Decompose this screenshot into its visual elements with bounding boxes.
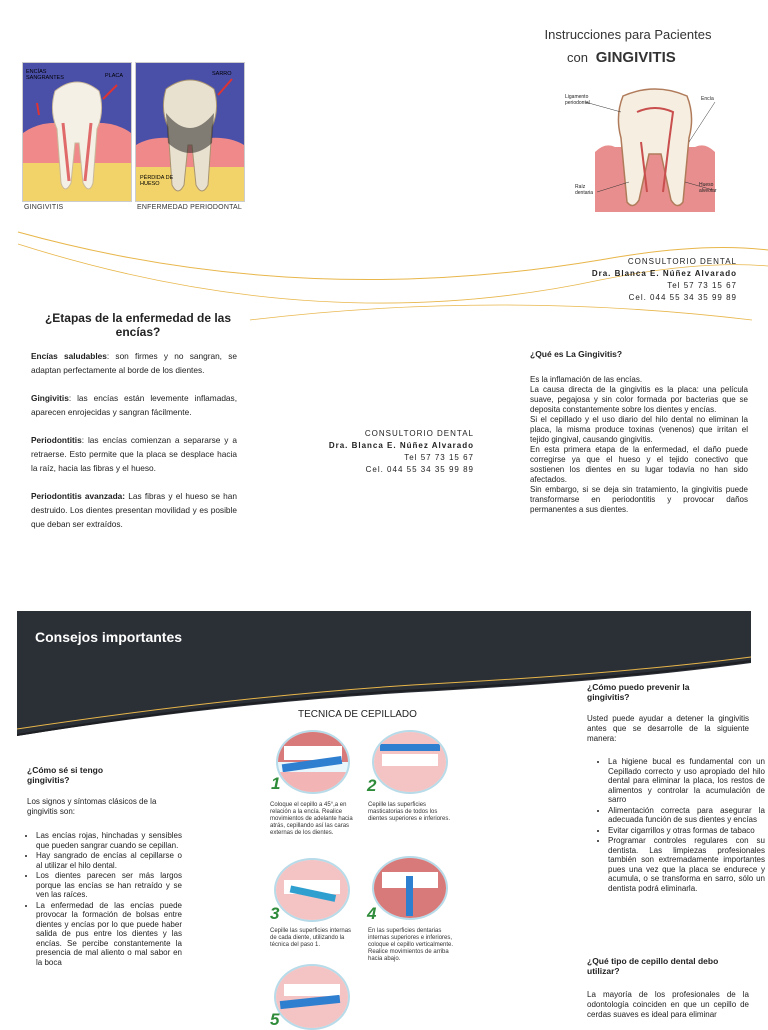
- label-encia: Encía: [701, 96, 714, 102]
- brushing-heading: TECNICA DE CEPILLADO: [298, 709, 417, 720]
- step1-number: 1: [271, 774, 281, 793]
- list-item: • Alimentación correcta para asegurar la adecuada función de sus dientes y encías: [608, 806, 765, 825]
- prevent-intro: Usted puede ayudar a detener la gingivitis antes que se desarrolle de la siguiente manera:: [587, 714, 749, 743]
- symptoms-list: [20, 831, 182, 968]
- label-raiz: Raíz dentaria: [575, 184, 594, 196]
- clinic-info-top: [520, 256, 737, 304]
- step3-image: [274, 858, 350, 922]
- what-is-heading: ¿Qué es La Gingivitis?: [530, 349, 623, 359]
- clinic-cel: Cel. 044 55 34 35 99 89: [628, 293, 737, 302]
- clinic-doctor: Dra. Blanca E. Núñez Alvarado: [591, 269, 737, 278]
- clinic-name: CONSULTORIO DENTAL: [627, 257, 737, 266]
- label-placa: PLACA: [105, 73, 124, 79]
- gingivitis-illustration: [22, 62, 132, 202]
- list-item: • Hay sangrado de encías al cepillarse o al utilizar el hilo dental.: [36, 851, 182, 870]
- step2-number: 2: [367, 776, 377, 795]
- periodontal-caption: ENFERMEDAD PERIODONTAL: [137, 204, 243, 211]
- list-item: • Las encías rojas, hinchadas y sensibles que pueden sangrar cuando se cepillan.: [36, 831, 182, 850]
- step1-image: [276, 730, 350, 794]
- stages-heading: ¿Etapas de la enfermedad de las encías?: [44, 311, 232, 339]
- stages-list: [31, 349, 237, 545]
- brochure-title: Instrucciones para Pacientes: [544, 27, 712, 42]
- step4-text: En las superficies dentarias internas superiores e inferiores, coloque el cepillo verticalmente. Realice movimientos de arriba hacia abajo.: [368, 928, 454, 962]
- symptoms-intro: Los signos y síntomas clásicos de la gingivitis son:: [27, 797, 157, 816]
- label-hueso: Hueso alveolar: [699, 182, 717, 194]
- brochure-subtitle: [567, 49, 676, 66]
- stage-saludables: Encías saludables: son firmes y no sangran, se adaptan perfectamente al borde de los dientes.: [31, 351, 237, 375]
- list-item: • Programar controles regulares con su dentista. Las limpiezas profesionales también son extremadamente importantes pues una vez que la placa se endurece y acumula, o se transforma en sarro, sólo un dentista podrá eliminarla.: [608, 836, 765, 893]
- label-encias: ENCÍAS SANGRANTES: [26, 69, 64, 81]
- step3-text: Cepille las superficies internas de cada diente, utilizando la técnica del paso 1.: [270, 928, 352, 948]
- brush-type-heading: ¿Qué tipo de cepillo dental debo utilizar?: [587, 956, 719, 976]
- label-perdida: PÉRDIDA DE HUESO: [140, 175, 174, 187]
- step2-image: [372, 730, 448, 794]
- step4-image: [372, 856, 448, 920]
- what-is-text: Es la inflamación de las encías. La causa directa de la gingivitis es la placa: una película suave, pegajosa y sin color formada por bacterias que se deposita constantemente sobre los dientes y encías. Si el cepillado y el uso diario del hilo dental no eliminan la placa, la misma produce toxinas (venenos) que irritan el tejido gingival, causando gingivitis. En esta primera etapa de la enfermedad, el daño puede corregirse ya que el hueso y el tejido conectivo que sostienen los dientes en su lugar todavía no han sido afectados. Sin embargo, si se deja sin tratamiento, la gingivitis puede transformarse en periodontitis y provocar daños permanentes a sus dientes.: [530, 375, 748, 514]
- list-item: • La enfermedad de las encías puede provocar la formación de bolsas entre dientes y encías por lo que puede haber salida de pus entre los dientes y las encías. Se percibe constantemente la presencia de mal aliento o mal sabor en la boca: [36, 901, 182, 968]
- step4-number: 4: [367, 904, 377, 923]
- step3-number: 3: [270, 904, 280, 923]
- label-ligamento: Ligamento periodontal: [565, 94, 590, 106]
- list-item: • La higiene bucal es fundamental con un Cepillado correcto y uso apropiado del hilo dental para eliminar la placa, los restos de alimentos y controlar la acumulación de sarro: [608, 757, 765, 805]
- stage-gingivitis: Gingivitis: las encías están levemente inflamadas, aparecen enrojecidas y sangran fácilmente.: [31, 393, 237, 417]
- prevent-list: [592, 757, 765, 894]
- periodontal-illustration: [135, 62, 245, 202]
- step1-text: Coloque el cepillo a 45°,a en relación a la encía. Realice movimientos de adelante hacia atrás, cepillando así las caras externas de los dientes.: [270, 802, 353, 836]
- step5-image: [274, 964, 350, 1030]
- brush-type-text: La mayoría de los profesionales de la odontología coinciden en que un cepillo de cerdas suaves es ideal para eliminar: [587, 990, 749, 1019]
- banner-title: Consejos importantes: [35, 629, 183, 645]
- stage-avanzada: Periodontitis avanzada: Las fibras y el hueso se han destruido. Los dientes presentan movilidad y es posible que deban ser extraídos.: [31, 491, 237, 529]
- step5-number: 5: [270, 1010, 280, 1029]
- clinic-tel: Tel 57 73 15 67: [667, 281, 737, 290]
- gingivitis-caption: GINGIVITIS: [24, 204, 64, 211]
- tooth-diagram: [565, 82, 745, 212]
- symptoms-heading: ¿Cómo sé si tengo gingivitis?: [27, 765, 104, 785]
- title-con: con: [567, 50, 588, 65]
- label-sarro: SARRO: [212, 71, 232, 77]
- step2-text: Cepille las superficies masticatorias de todos los dientes superiores e inferiores.: [368, 802, 451, 822]
- stage-periodontitis: Periodontitis: las encías comienzan a separarse y a retraerse. Esto permite que la placa se desplace hacia la raíz, hacia las fibras y el hueso.: [31, 435, 237, 473]
- list-item: • Evitar cigarrillos y otras formas de tabaco: [608, 826, 765, 836]
- prevent-heading: ¿Cómo puedo prevenir la gingivitis?: [587, 682, 690, 702]
- title-gingivitis: GINGIVITIS: [595, 49, 676, 66]
- clinic-info-middle: CONSULTORIO DENTAL Dra. Blanca E. Núñez Alvarado Tel 57 73 15 67 Cel. 044 55 34 35 99 89: [328, 429, 474, 474]
- list-item: • Los dientes parecen ser más largos porque las encías se han retraído y se ven las raíces.: [36, 871, 182, 900]
